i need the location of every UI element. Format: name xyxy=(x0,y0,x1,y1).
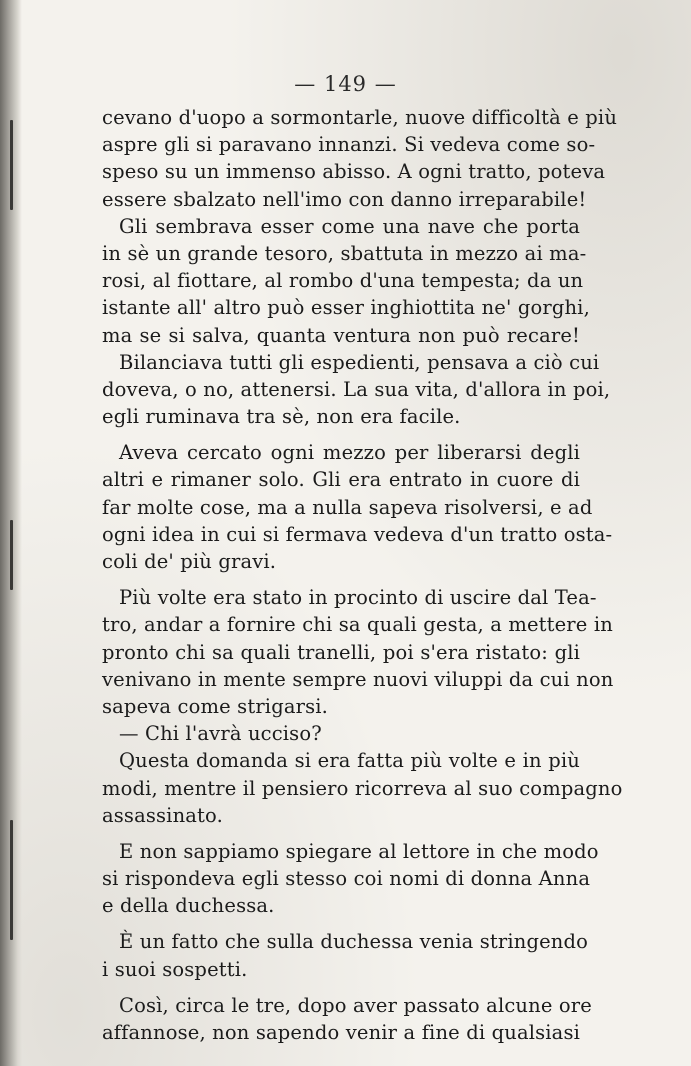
text-line: venivano in mente sempre nuovi viluppi da cui non xyxy=(102,667,614,691)
text-line: Questa domanda si era fatta più volte e in più xyxy=(119,749,580,773)
text-line: tro, andar a fornire chi sa quali gesta, a mettere in xyxy=(102,613,613,637)
text-line: essere sbalzato nell'imo con danno irreparabile! xyxy=(102,187,587,211)
text-line: Aveva cercato ogni mezzo per liberarsi degli xyxy=(119,441,580,465)
text-line: rosi, al fiottare, al rombo d'una tempesta; da un xyxy=(102,269,584,293)
spine-mark xyxy=(10,120,13,210)
text-line: pronto chi sa quali tranelli, poi s'era ristato: gli xyxy=(102,640,580,664)
text-line: speso su un immenso abisso. A ogni tratto, poteva xyxy=(102,160,606,184)
spine-mark xyxy=(10,520,13,590)
text-line: Gli sembrava esser come una nave che porta xyxy=(119,214,580,238)
text-line: Bilanciava tutti gli espedienti, pensava a ciò cui xyxy=(119,350,600,374)
text-line: istante all' altro può esser inghiottita ne' gorghi, xyxy=(102,296,590,320)
text-line: aspre gli si paravano innanzi. Si vedeva come so- xyxy=(102,133,596,157)
text-line: egli ruminava tra sè, non era facile. xyxy=(102,405,461,429)
text-line: Più volte era stato in procinto di uscire dal Tea- xyxy=(119,586,597,610)
text-line: ogni idea in cui si fermava vedeva d'un tratto osta- xyxy=(102,522,613,546)
text-line: Così, circa le tre, dopo aver passato alcune ore xyxy=(119,993,592,1017)
book-spine-shadow xyxy=(0,0,22,1066)
text-line: ma se si salva, quanta ventura non può recare! xyxy=(102,323,580,347)
text-line: — Chi l'avrà ucciso? xyxy=(119,722,322,746)
text-line: i suoi sospetti. xyxy=(102,957,248,981)
text-line: cevano d'uopo a sormontarle, nuove difficoltà e più xyxy=(102,106,618,129)
text-line: assassinato. xyxy=(102,803,223,827)
spine-mark xyxy=(10,820,13,940)
text-line: sapeva come strigarsi. xyxy=(102,694,328,718)
text-line: e della duchessa. xyxy=(102,894,275,918)
text-line: doveva, o no, attenersi. La sua vita, d'allora in poi, xyxy=(102,377,611,401)
text-line: altri e rimaner solo. Gli era entrato in cuore di xyxy=(102,468,580,492)
text-line: È un fatto che sulla duchessa venia stringendo xyxy=(119,930,589,954)
text-line: far molte cose, ma a nulla sapeva risolversi, e ad xyxy=(102,495,593,519)
text-line: in sè un grande tesoro, sbattuta in mezzo ai ma- xyxy=(102,241,587,265)
text-line: coli de' più gravi. xyxy=(102,550,277,573)
text-line: modi, mentre il pensiero ricorreva al suo compagno xyxy=(102,776,623,800)
body-text xyxy=(102,104,623,1046)
text-line: affannose, non sapendo venir a fine di qualsiasi xyxy=(102,1021,580,1044)
text-line: E non sappiamo spiegare al lettore in che modo xyxy=(119,839,599,863)
page-number: — 149 — xyxy=(294,72,397,96)
text-line: si rispondeva egli stesso coi nomi di donna Anna xyxy=(102,867,591,891)
